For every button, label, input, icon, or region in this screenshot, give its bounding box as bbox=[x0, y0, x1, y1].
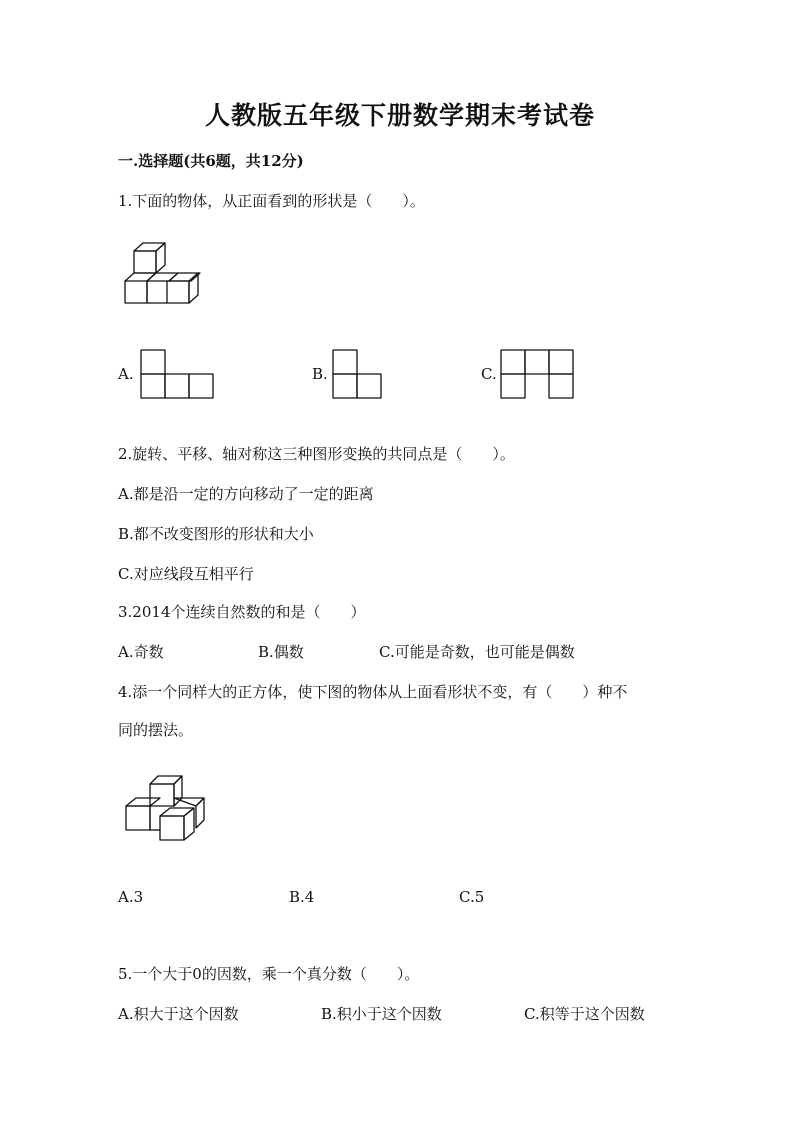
question-5-option-b[interactable]: B.积小于这个因数 bbox=[321, 1005, 442, 1023]
question-1-option-c-label[interactable]: C. bbox=[481, 365, 497, 383]
question-3-stem: 3.2014个连续自然数的和是（ ） bbox=[118, 603, 366, 621]
question-3-option-b[interactable]: B.偶数 bbox=[258, 643, 304, 661]
question-5-option-a[interactable]: A.积大于这个因数 bbox=[118, 1005, 239, 1023]
question-1-cube-figure bbox=[120, 240, 210, 306]
question-4-cube-figure bbox=[122, 772, 212, 842]
question-1-option-b-shape[interactable] bbox=[332, 349, 384, 401]
question-2-option-a[interactable]: A.都是沿一定的方向移动了一定的距离 bbox=[118, 485, 374, 503]
section-heading: 一.选择题(共6题，共12分) bbox=[118, 152, 304, 170]
question-3-option-a[interactable]: A.奇数 bbox=[118, 643, 164, 661]
question-5-stem: 5.一个大于0的因数，乘一个真分数（ ）。 bbox=[118, 965, 420, 983]
question-4-option-a[interactable]: A.3 bbox=[118, 888, 144, 906]
question-4-stem-line-1: 4.添一个同样大的正方体，使下图的物体从上面看形状不变，有（ ）种不 bbox=[118, 683, 628, 701]
question-5-option-c[interactable]: C.积等于这个因数 bbox=[524, 1005, 645, 1023]
question-1-option-a-label[interactable]: A. bbox=[118, 365, 134, 383]
question-2-stem: 2.旋转、平移、轴对称这三种图形变换的共同点是（ ）。 bbox=[118, 445, 515, 463]
question-2-option-c[interactable]: C.对应线段互相平行 bbox=[118, 565, 254, 583]
question-2-option-b[interactable]: B.都不改变图形的形状和大小 bbox=[118, 525, 314, 543]
question-1-option-b-label[interactable]: B. bbox=[312, 365, 328, 383]
question-1-option-a-shape[interactable] bbox=[140, 349, 216, 401]
question-4-option-c[interactable]: C.5 bbox=[459, 888, 485, 906]
question-1-option-c-shape[interactable] bbox=[500, 349, 576, 401]
question-1-stem: 1.下面的物体，从正面看到的形状是（ ）。 bbox=[118, 192, 425, 210]
page-title: 人教版五年级下册数学期末考试卷 bbox=[204, 101, 595, 130]
question-4-option-b[interactable]: B.4 bbox=[289, 888, 315, 906]
question-4-stem-line-2: 同的摆法。 bbox=[118, 721, 194, 739]
question-3-option-c[interactable]: C.可能是奇数，也可能是偶数 bbox=[379, 643, 575, 661]
